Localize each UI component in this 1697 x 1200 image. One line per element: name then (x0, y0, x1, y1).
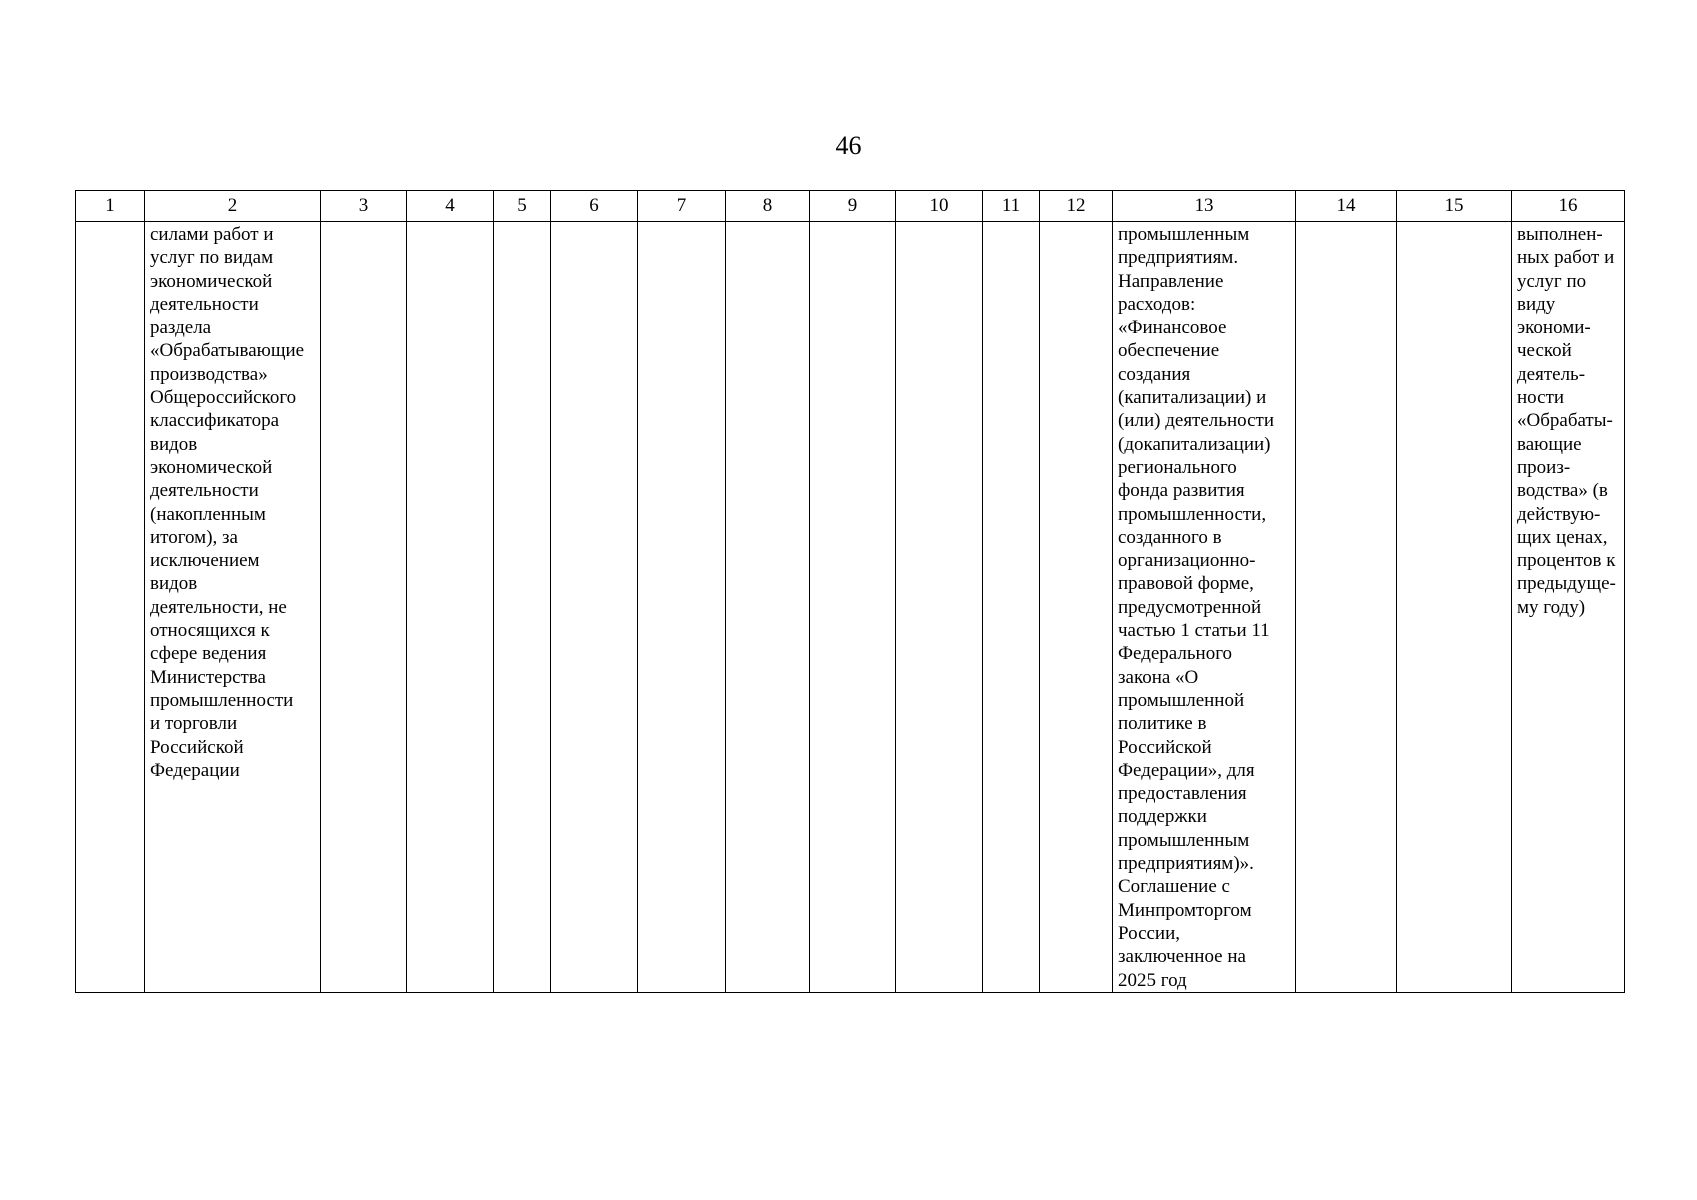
table-row (76, 222, 1625, 993)
cell-col-4 (407, 222, 494, 993)
data-table (75, 190, 1625, 993)
column-header-7: 7 (638, 191, 726, 222)
cell-text-col-13: промышленным предприятиям. Направление расходов: «Финансовое обеспечение создания (капитализации) и (или) деятельности (докапитализации) регионального фонда развития промышленности, созданного в организационно- правовой форме, предусмотренной частью 1 статьи 11 Федерального закона «О промышленной политике в Российской Федерации», для предоставления поддержки промышленным предприятиям)». Соглашение с Минпромторгом России, заключенное на 2025 год (1118, 224, 1274, 991)
column-header-5: 5 (494, 191, 551, 222)
cell-col-15 (1397, 222, 1512, 993)
cell-text-col-10 (896, 222, 982, 223)
column-header-12: 12 (1040, 191, 1113, 222)
cell-text-col-11 (983, 222, 1039, 223)
cell-text-col-3 (321, 222, 406, 223)
cell-col-12 (1040, 222, 1113, 993)
column-header-8: 8 (726, 191, 810, 222)
cell-text-col-5 (494, 222, 550, 223)
cell-text-col-1 (76, 222, 144, 223)
cell-text-col-14 (1296, 222, 1396, 223)
column-header-16: 16 (1512, 191, 1625, 222)
cell-text-col-12 (1040, 222, 1112, 223)
column-header-3: 3 (321, 191, 407, 222)
header-row (76, 191, 1625, 222)
cell-col-5 (494, 222, 551, 993)
column-header-4: 4 (407, 191, 494, 222)
page-number: 46 (835, 131, 862, 160)
column-header-9: 9 (810, 191, 896, 222)
cell-col-10 (896, 222, 983, 993)
cell-col-14 (1296, 222, 1397, 993)
column-header-11: 11 (983, 191, 1040, 222)
column-header-6: 6 (551, 191, 638, 222)
cell-col-6 (551, 222, 638, 993)
cell-text-col-15 (1397, 222, 1511, 223)
cell-text-col-9 (810, 222, 895, 223)
column-header-1: 1 (76, 191, 145, 222)
cell-col-8 (726, 222, 810, 993)
cell-col-11 (983, 222, 1040, 993)
column-header-2: 2 (145, 191, 321, 222)
column-header-15: 15 (1397, 191, 1512, 222)
cell-col-13 (1113, 222, 1296, 993)
cell-col-16 (1512, 222, 1625, 993)
cell-text-col-6 (551, 222, 637, 223)
column-header-13: 13 (1113, 191, 1296, 222)
column-header-14: 14 (1296, 191, 1397, 222)
cell-col-1 (76, 222, 145, 993)
cell-text-col-8 (726, 222, 809, 223)
cell-col-7 (638, 222, 726, 993)
cell-text-col-4 (407, 222, 493, 223)
cell-col-2 (145, 222, 321, 993)
cell-col-3 (321, 222, 407, 993)
cell-text-col-7 (638, 222, 725, 223)
cell-col-9 (810, 222, 896, 993)
cell-text-col-16: выполнен- ных работ и услуг по виду экономи- ческой деятель- ности «Обрабаты- вающие произ- водства» (в действую- щих ценах, процентов к предыдуще- му году) (1517, 224, 1616, 618)
cell-text-col-2: силами работ и услуг по видам экономической деятельности раздела «Обрабатывающие производства» Общероссийского классификатора видов экономической деятельности (накопленным итогом), за исключением видов деятельности, не относящихся к сфере ведения Министерства промышленности и торговли Российской Федерации (150, 224, 305, 781)
column-header-10: 10 (896, 191, 983, 222)
